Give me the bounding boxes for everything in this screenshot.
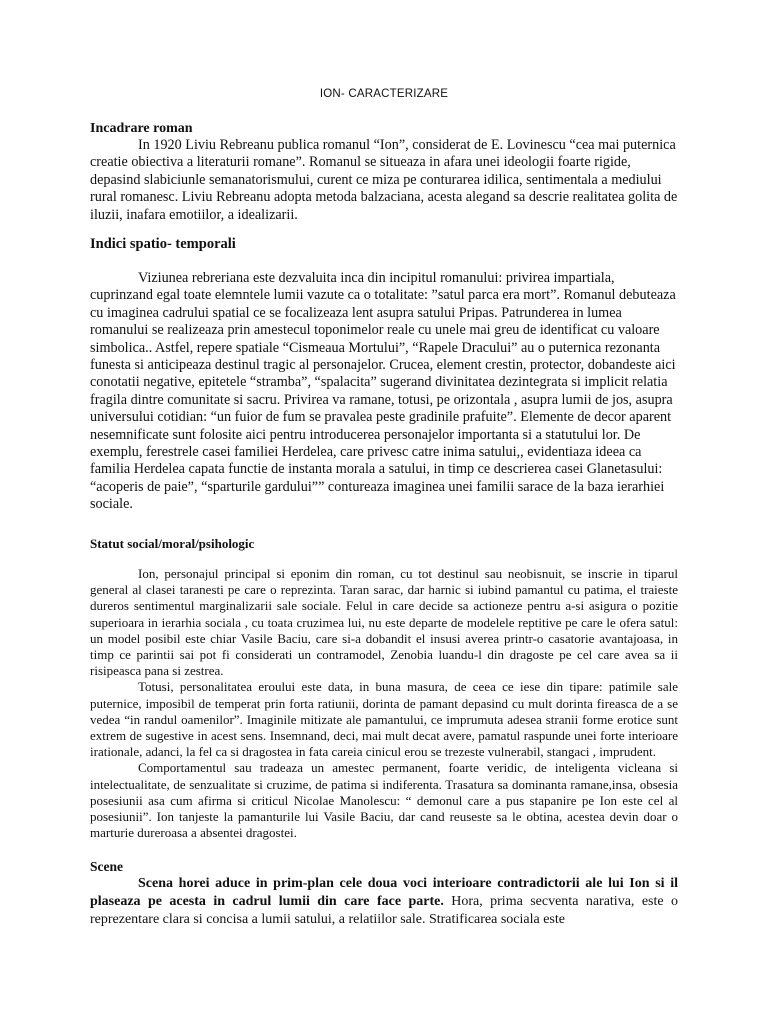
section-statut — [90, 535, 678, 841]
paragraph: In 1920 Liviu Rebreanu publica romanul “Ion”, considerat de E. Lovinescu “cea mai puternica creatie obiectiva a literaturii romane”. Romanul se situeaza in afara unei ideologii foarte rigide, depasind slabiciunle semanatorismului, curent ce miza pe conturarea idilica, sentimentala a mediului rural romanesc. Liviu Rebreanu adopta metoda balzaciana, acesta alegand sa descrie realitatea golita de iluzii, inafara emotiilor, a idealizarii. — [90, 137, 678, 223]
section-heading: Indici spatio- temporali — [90, 236, 236, 252]
section-incadrare — [90, 120, 678, 224]
paragraph: Ion, personajul principal si eponim din roman, cu tot destinul sau neobisnuit, se inscrie in tiparul general al clasei taranesti pe care o reprezinta. Taran sarac, dar harnic si iubind pamantul cu patima, el traieste dureros sentimentul marginalizarii sale sociale. Felul in care decide sa actioneze pentru a-si asigura o pozitie superioara in ierarhia sociala , cu toata cruzimea lui, nu este departe de modelele reptitive pe care le ofera satul: un model posibil este chiar Vasile Baciu, care si-a dobandit el insusi averea printr-o casatorie avantajoasa, in timp ce parintii sai pot fi considerati un contramodel, Zenobia luandu-l din dragoste pe cel care avea sa ii risipeasca pana si zestrea. — [90, 566, 678, 679]
paragraph-rest: Hora, prima secventa narativa, este o reprezentare clara si concisa a lumii satului, a relatiilor sale. Stratificarea sociala este — [90, 894, 678, 927]
section-indici — [90, 236, 678, 514]
paragraph — [90, 875, 678, 929]
document-title: ION- CARACTERIZARE — [319, 88, 449, 100]
section-scene — [90, 858, 678, 929]
paragraph: Viziunea rebreriana este dezvaluita inca din incipitul romanului: privirea impartiala, cuprinzand egal toate elemntele lumii vazute ca o totalitate: ”satul parca era mort”. Romanul debuteaza cu imaginea cadrului spatial ce se focalizeaza lent asupra satului Pripas. Patrunderea in lumea romanului se realizeaza prin amestecul toponimelor reale cu unele mai greu de identificat cu valoare simbolica.. Astfel, repere spatiale “Cismeaua Mortului”, “Rapele Dracului” au o puternica rezonanta funesta si anticipeaza destinul tragic al personajelor. Crucea, element crestin, protector, dobandeste aici conotatii negative, epitetele “stramba”, “spalacita” sugerand divinitatea dezintegrata si implicit relatia fragila dintre comunitate si sacru. Privirea va ramane, totusi, pe orizontala , asupra lumii de jos, asupra universului cotidian: “un fuior de fum se pravalea peste gradinile prafuite”. Elemente de decor aparent nesemnificate sunt folosite aici pentru introducerea personajelor importanta si a statutului lor. De exemplu, ferestrele casei familiei Herdelea, care privesc catre inima satului,, evidentiaza ideea ca familia Herdelea capata functie de instanta morala a satului, in timp ce descrierea casei Glanetasului: “acoperis de paie”, “sparturile gardului”” contureaza imaginea unei familii sarace de la baza ierarhiei sociale. — [90, 270, 676, 513]
section-heading: Statut social/moral/psihologic — [90, 536, 255, 551]
bold-lead: Scena horei aduce in prim-plan cele doua voci interioare contradictorii ale lui Ion si il plaseaza pe acesta in cadrul lumii din care face parte. — [90, 876, 678, 909]
section-heading: Incadrare roman — [90, 121, 193, 136]
paragraph: Totusi, personalitatea eroului este data, in buna masura, de ceea ce iese din tipare: patimile sale puternice, imposibil de temperat prin forta ratiunii, dorinta de pamant depasind cu mult dorinta fireasca de a se vedea “in randul oamenilor”. Imaginile mitizate ale pamantului, ce imprumuta adesea stranii forme erotice sunt extrem de sugestive in acest sens. Insemnand, deci, mai mult decat avere, pamatul raspunde unei forte interioare irationale, adanci, la fel ca si dragostea in fata careia cinicul erou se trezeste vulnerabil, stangaci , imprudent. — [90, 679, 678, 760]
section-heading: Scene — [90, 859, 123, 874]
paragraph: Comportamentul sau tradeaza un amestec permanent, foarte veridic, de inteligenta vicleana si intelectualitate, de senzualitate si cruzime, de patima si indiferenta. Trasatura sa dominanta ramane,insa, obsesia posesiunii asa cum afirma si criticul Nicolae Manolescu: “ demonul care a pus stapanire pe Ion este cel al posesiunii”. Ion tanjeste la pamanturile lui Vasile Baciu, dar cand reuseste sa le obtina, acestea devin doar o marturie dureroasa a absentei dragostei. — [90, 760, 678, 841]
